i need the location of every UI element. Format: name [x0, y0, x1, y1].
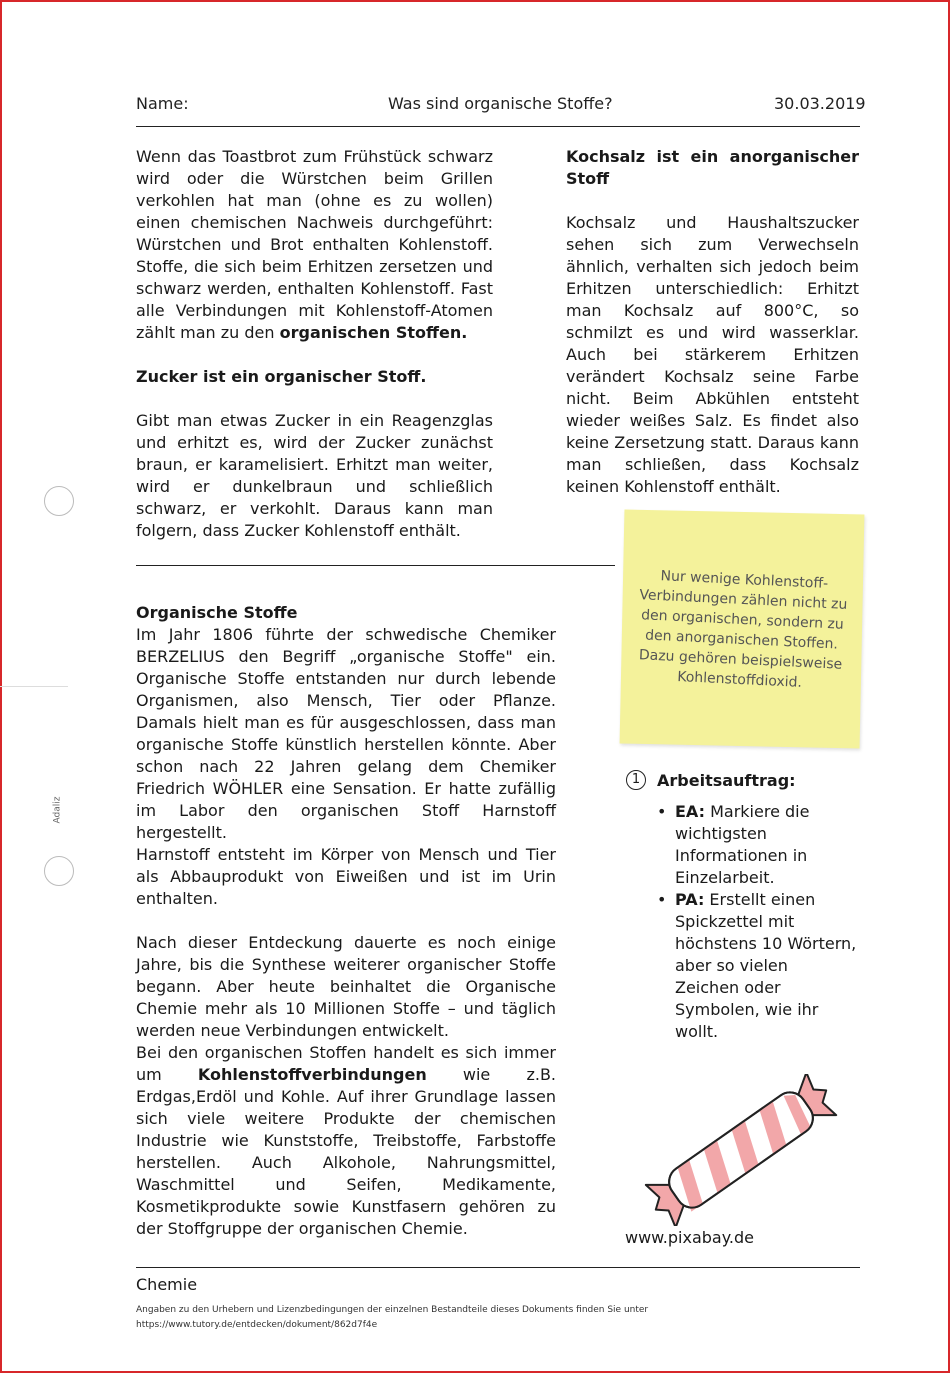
- organic-paragraph-4: Bei den organischen Stoffen handelt es sich immer um Kohlenstoffverbindungen wie z.B. Erdgas,Erdöl und Kohle. Auf ihrer Grundlage lassen sich viele weitere Produkte der chemischen Industrie wie Kunststoffe, Treibstoffe, Farbstoffe herstellen. Auch Alkohole, Nahrungsmittel, Waschmittel und Seifen, Medikamente, Kosmetikprodukte sowie Kunstfasern gehören zu der Stoffgruppe der organischen Chemie.: [136, 1043, 557, 1238]
- sticky-note: [620, 510, 865, 749]
- name-label: Name:: [136, 94, 189, 113]
- section-rule: [136, 565, 615, 566]
- candy-illustration: [636, 1074, 846, 1226]
- intro-paragraph: [136, 146, 493, 344]
- organic-paragraph-1: Im Jahr 1806 führte der schwedische Chemiker BERZELIUS den Begriff „organische Stoffe" ein. Organische Stoffe entstanden nur durch lebende Organismen, also Mensch, Tier oder Pflanze. Damals hielt man es für ausgeschlossen, dass man organische Stoffe künstlich herstellen könnte. Aber schon nach 22 Jahren gelang dem Chemiker Friedrich WÖHLER eine Sensation. Er hatte zufällig im Labor den organischen Stoff Harnstoff hergestellt.: [136, 625, 556, 842]
- footer-subject: Chemie: [136, 1275, 198, 1294]
- footer-license-line: Angaben zu den Urhebern und Lizenzbedingungen der einzelnen Bestandteile dieses Dokuments finden Sie unter: [136, 1305, 649, 1315]
- sticky-note-text: Nur wenige Kohlenstoff-Verbindungen zählen nicht zu den organischen, sondern zu den anorganischen Stoffen. Dazu gehören beispielsweise Kohlenstoffdioxid.: [638, 568, 848, 691]
- task-number: 1: [626, 770, 646, 790]
- intro-bold: organischen Stoffen.: [279, 323, 468, 342]
- date: 30.03.2019: [774, 94, 866, 113]
- organic-paragraph-2: Harnstoff entsteht im Körper von Mensch und Tier als Abbauprodukt von Eiweißen und ist im Urin enthalten.: [136, 845, 556, 908]
- task-item-pa: • PA: Erstellt einen Spickzettel mit höchstens 10 Wörtern, aber so vielen Zeichen oder Symbolen, wie ihr wollt.: [657, 890, 857, 1041]
- salt-paragraph: Kochsalz und Haushaltszucker sehen sich zum Verwechseln ähnlich, verhalten sich jedoch beim Erhitzen unterschiedlich: Erhitzt man Kochsalz auf 800°C, so schmilzt es und wird wasserklar. Auch bei stärkerem Erhitzen verändert Kochsalz seine Farbe nicht. Beim Abkühlen entsteht wieder weißes Salz. Es findet also keine Zersetzung statt. Daraus kann man schließen, dass Kochsalz keinen Kohlenstoff enthält.: [566, 213, 859, 496]
- punch-hole-bottom: [44, 856, 74, 886]
- carbon-compounds-bold: Kohlenstoffverbindungen: [197, 1065, 427, 1084]
- punch-hole-top: [44, 486, 74, 516]
- salt-heading: Kochsalz ist ein anorganischer Stoff: [566, 147, 859, 188]
- footer-rule: [136, 1267, 860, 1268]
- task-list: [657, 801, 857, 1043]
- task-item-ea: • EA: Markiere die wichtigsten Informationen in Einzelarbeit.: [657, 802, 810, 887]
- side-label: Adaliz: [52, 796, 63, 824]
- sugar-heading: Zucker ist ein organischer Stoff.: [136, 367, 427, 386]
- header-rule: [136, 126, 860, 127]
- image-credit: www.pixabay.de: [625, 1228, 754, 1247]
- organic-paragraph-3: Nach dieser Entdeckung dauerte es noch einige Jahre, bis die Synthese weiterer organischer Stoffe begann. Aber heute beinhaltet die Organische Chemie mehr als 10 Millionen Stoffe – und täglich werden neue Verbindungen entwickelt.: [136, 933, 556, 1040]
- task-header: [626, 770, 796, 790]
- page-title: Was sind organische Stoffe?: [388, 94, 613, 113]
- intro-text: Wenn das Toastbrot zum Frühstück schwarz wird oder die Würstchen beim Grillen verkohlen hat man (ohne es zu wollen) einen chemischen Nachweis durchgeführt: Würstchen und Brot enthalten Kohlenstoff. Stoffe, die sich beim Erhitzen zersetzen und schwarz werden, enthalten Kohlenstoff. Fast alle Verbindungen mit Kohlenstoff-Atomen zählt man zu den: [136, 147, 493, 342]
- sugar-paragraph: Gibt man etwas Zucker in ein Reagenzglas und erhitzt es, wird der Zucker zunächst braun, er karamelisiert. Erhitzt man weiter, wird er dunkelbraun und schließlich schwarz, er verkohlt. Daraus kann man folgern, dass Zucker Kohlenstoff enthält.: [136, 411, 493, 540]
- fold-mark: [0, 686, 68, 687]
- footer-url: https://www.tutory.de/entdecken/dokument/862d7f4e: [136, 1320, 378, 1330]
- organic-heading: Organische Stoffe: [136, 603, 298, 622]
- task-title: Arbeitsauftrag:: [657, 770, 796, 790]
